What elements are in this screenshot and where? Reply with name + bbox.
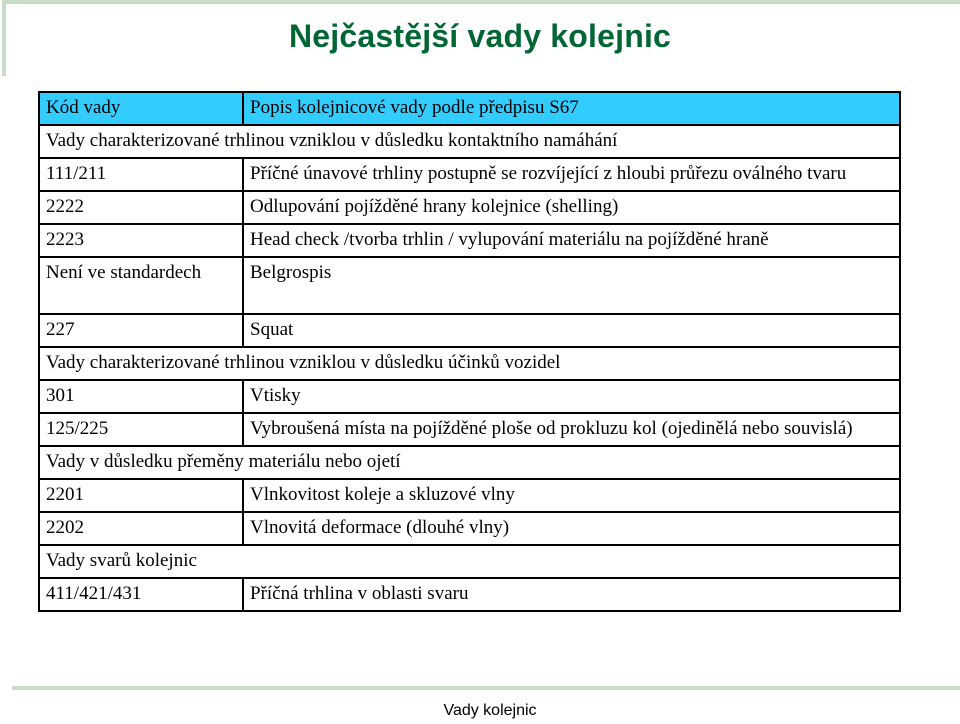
defect-code: 2223	[39, 224, 243, 257]
defect-code: 301	[39, 380, 243, 413]
defect-code: 411/421/431	[39, 578, 243, 611]
table-section-row	[39, 446, 900, 479]
table-section-row	[39, 545, 900, 578]
table-row	[39, 578, 900, 611]
table-row	[39, 380, 900, 413]
defect-code: 125/225	[39, 413, 243, 446]
table-row	[39, 314, 900, 347]
table-row	[39, 413, 900, 446]
defect-description: Head check /tvorba trhlin / vylupování materiálu na pojížděné hraně	[243, 224, 900, 257]
table-row	[39, 512, 900, 545]
page-title: Nejčastější vady kolejnic	[288, 18, 672, 54]
defect-code: 227	[39, 314, 243, 347]
table-row	[39, 479, 900, 512]
table-row	[39, 257, 900, 314]
section-label: Vady charakterizované trhlinou vzniklou v důsledku účinků vozidel	[39, 347, 900, 380]
table-section-row	[39, 125, 900, 158]
section-label: Vady charakterizované trhlinou vzniklou v důsledku kontaktního namáhání	[39, 125, 900, 158]
defect-code: 111/211	[39, 158, 243, 191]
defect-description: Vtisky	[243, 380, 900, 413]
defect-code: 2201	[39, 479, 243, 512]
defect-description: Vybroušená místa na pojížděné ploše od prokluzu kol (ojedinělá nebo souvislá)	[243, 413, 900, 446]
decor-bottom-line	[12, 686, 960, 690]
header-description: Popis kolejnicové vady podle předpisu S67	[243, 92, 900, 125]
table-header-row	[39, 92, 900, 125]
decor-top-line	[6, 0, 960, 4]
table-row	[39, 158, 900, 191]
defect-code: 2222	[39, 191, 243, 224]
section-label: Vady v důsledku přeměny materiálu nebo ojetí	[39, 446, 900, 479]
defect-code: 2202	[39, 512, 243, 545]
defect-description: Belgrospis	[243, 257, 900, 314]
defect-description: Příčná trhlina v oblasti svaru	[243, 578, 900, 611]
defect-description: Squat	[243, 314, 900, 347]
defect-description: Vlnkovitost koleje a skluzové vlny	[243, 479, 900, 512]
defect-code: Není ve standardech	[39, 257, 243, 314]
section-label: Vady svarů kolejnic	[39, 545, 900, 578]
defect-description: Odlupování pojížděné hrany kolejnice (shelling)	[243, 191, 900, 224]
table-row	[39, 224, 900, 257]
defects-table	[38, 91, 901, 612]
defect-description: Vlnovitá deformace (dlouhé vlny)	[243, 512, 900, 545]
header-code: Kód vady	[39, 92, 243, 125]
footer-caption: Vady kolejnic	[443, 702, 537, 719]
table-row	[39, 191, 900, 224]
defect-description: Příčné únavové trhliny postupně se rozvíjející z hloubi průřezu oválného tvaru	[243, 158, 900, 191]
table-section-row	[39, 347, 900, 380]
